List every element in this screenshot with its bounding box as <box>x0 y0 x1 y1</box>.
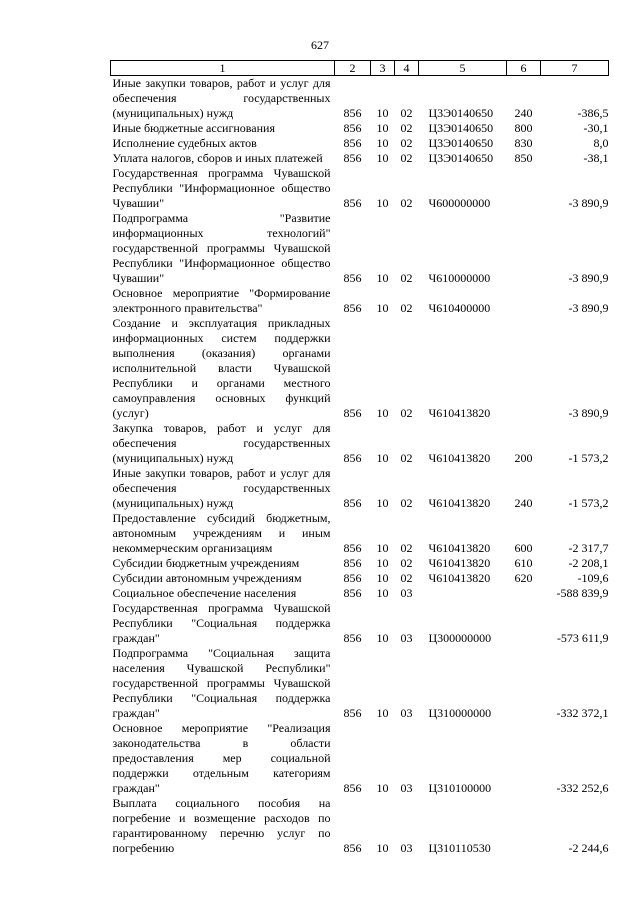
amount: -3 890,9 <box>568 301 609 315</box>
section-code: 10 <box>376 196 389 210</box>
ministry-code: 856 <box>343 541 362 555</box>
subsection-code: 02 <box>400 541 413 555</box>
expense-type-code <box>507 601 541 646</box>
subsection-code: 03 <box>400 781 413 795</box>
ministry-code: 856 <box>343 631 362 645</box>
amount: -109,6 <box>577 571 609 585</box>
expense-type-code <box>507 646 541 721</box>
target-article-code: Ц3Э0140650 <box>428 136 494 150</box>
expense-type-code <box>507 796 541 856</box>
table-row <box>111 511 609 556</box>
expense-type-code: 620 <box>514 571 533 585</box>
amount: -2 244,6 <box>568 841 609 855</box>
section-code: 10 <box>376 406 389 420</box>
amount: -38,1 <box>583 151 609 165</box>
amount: -30,1 <box>583 121 609 135</box>
amount: -3 890,9 <box>568 406 609 420</box>
row-name: Подпрограмма "Социальная защита населения Чувашской Республики" государственной программы Чувашской Республики "Социальная поддержка граждан" <box>112 646 331 720</box>
row-name: Иные закупки товаров, работ и услуг для обеспечения государственных (муниципальных) нужд <box>112 466 331 510</box>
ministry-code: 856 <box>343 271 362 285</box>
amount: 8,0 <box>593 136 609 150</box>
table-row <box>111 136 609 151</box>
target-article-code: Ч610413820 <box>428 571 491 585</box>
row-name: Исполнение судебных актов <box>112 136 257 150</box>
table-row <box>111 466 609 511</box>
expense-type-code <box>507 316 541 421</box>
ministry-code: 856 <box>343 301 362 315</box>
subsection-code: 02 <box>400 301 413 315</box>
ministry-code: 856 <box>343 706 362 720</box>
target-article-code: Ц3Э0140650 <box>428 121 494 135</box>
amount: -2 208,1 <box>568 556 609 570</box>
table-row <box>111 286 609 316</box>
subsection-code: 02 <box>400 406 413 420</box>
amount: -332 252,6 <box>556 781 609 795</box>
target-article-code: Ч610413820 <box>428 556 491 570</box>
ministry-code: 856 <box>343 106 362 120</box>
expense-type-code: 600 <box>514 541 533 555</box>
column-header: 5 <box>419 61 507 76</box>
expense-type-code <box>507 166 541 211</box>
ministry-code: 856 <box>343 586 362 600</box>
row-name: Выплата социального пособия на погребение и возмещение расходов по гарантированному перечню услуг по погребению <box>112 796 331 855</box>
target-article-code: Ч610000000 <box>428 271 491 285</box>
row-name: Основное мероприятие "Реализация законодательства в области предоставления мер социальной поддержки отдельным категориям граждан" <box>112 721 331 795</box>
expense-type-code: 240 <box>514 106 533 120</box>
target-article-code: Ц310000000 <box>428 706 492 720</box>
section-code: 10 <box>376 841 389 855</box>
table-row <box>111 316 609 421</box>
row-name: Государственная программа Чувашской Республики "Социальная поддержка граждан" <box>112 601 331 645</box>
subsection-code: 02 <box>400 571 413 585</box>
table-row <box>111 571 609 586</box>
column-number-row <box>111 61 609 76</box>
ministry-code: 856 <box>343 151 362 165</box>
expense-type-code <box>507 721 541 796</box>
target-article-code: Ц3Э0140650 <box>428 151 494 165</box>
column-header: 3 <box>371 61 395 76</box>
row-name: Субсидии автономным учреждениям <box>112 571 302 585</box>
section-code: 10 <box>376 451 389 465</box>
target-article-code: Ч610413820 <box>428 406 491 420</box>
ministry-code: 856 <box>343 136 362 150</box>
target-article-code: Ч610413820 <box>428 451 491 465</box>
section-code: 10 <box>376 541 389 555</box>
amount: -2 317,7 <box>568 541 609 555</box>
section-code: 10 <box>376 301 389 315</box>
ministry-code: 856 <box>343 121 362 135</box>
section-code: 10 <box>376 631 389 645</box>
subsection-code: 02 <box>400 106 413 120</box>
table-row <box>111 796 609 856</box>
expense-type-code <box>507 286 541 316</box>
ministry-code: 856 <box>343 781 362 795</box>
row-name: Создание и эксплуатация прикладных информационных систем поддержки выполнения (оказания) органами исполнительной власти Чувашской Республики и органами местного самоуправления основных функций (услуг) <box>112 316 331 420</box>
subsection-code: 02 <box>400 496 413 510</box>
column-header: 6 <box>507 61 541 76</box>
column-header: 1 <box>111 61 335 76</box>
expense-type-code: 800 <box>514 121 533 135</box>
table-row <box>111 76 609 122</box>
ministry-code: 856 <box>343 571 362 585</box>
subsection-code: 03 <box>400 631 413 645</box>
amount: -1 573,2 <box>568 451 609 465</box>
amount: -332 372,1 <box>556 706 609 720</box>
amount: -3 890,9 <box>568 196 609 210</box>
target-article-code: Ч610400000 <box>428 301 491 315</box>
table-row <box>111 151 609 166</box>
section-code: 10 <box>376 586 389 600</box>
expense-type-code: 240 <box>514 496 533 510</box>
subsection-code: 03 <box>400 586 413 600</box>
table-row <box>111 586 609 601</box>
table-row <box>111 166 609 211</box>
ministry-code: 856 <box>343 196 362 210</box>
section-code: 10 <box>376 271 389 285</box>
amount: -3 890,9 <box>568 271 609 285</box>
table-row <box>111 646 609 721</box>
expense-type-code <box>507 586 541 601</box>
target-article-code: Ц310100000 <box>428 781 492 795</box>
amount: -573 611,9 <box>556 631 609 645</box>
expense-type-code: 610 <box>514 556 533 570</box>
expense-type-code <box>507 211 541 286</box>
amount: -1 573,2 <box>568 496 609 510</box>
expense-type-code: 200 <box>514 451 533 465</box>
row-name: Подпрограмма "Развитие информационных технологий" государственной программы Чувашской Республики "Информационное общество Чувашии" <box>112 211 331 285</box>
column-header: 7 <box>541 61 609 76</box>
row-name: Закупка товаров, работ и услуг для обеспечения государственных (муниципальных) нужд <box>112 421 331 465</box>
section-code: 10 <box>376 136 389 150</box>
subsection-code: 02 <box>400 451 413 465</box>
row-name: Иные закупки товаров, работ и услуг для обеспечения государственных (муниципальных) нужд <box>112 76 331 120</box>
section-code: 10 <box>376 706 389 720</box>
subsection-code: 02 <box>400 121 413 135</box>
row-name: Предоставление субсидий бюджетным, автономным учреждениям и иным некоммерческим организациям <box>112 511 331 555</box>
table-row <box>111 421 609 466</box>
table-row <box>111 721 609 796</box>
table-row <box>111 211 609 286</box>
column-header: 2 <box>335 61 371 76</box>
section-code: 10 <box>376 556 389 570</box>
target-article-code: Ц300000000 <box>428 631 492 645</box>
column-header: 4 <box>395 61 419 76</box>
subsection-code: 02 <box>400 196 413 210</box>
section-code: 10 <box>376 121 389 135</box>
expense-type-code: 850 <box>514 151 533 165</box>
ministry-code: 856 <box>343 496 362 510</box>
expense-type-code: 830 <box>514 136 533 150</box>
ministry-code: 856 <box>343 841 362 855</box>
target-article-code: Ч610413820 <box>428 496 491 510</box>
target-article-code: Ц3Э0140650 <box>428 106 494 120</box>
row-name: Иные бюджетные ассигнования <box>112 121 275 135</box>
amount: -386,5 <box>577 106 609 120</box>
subsection-code: 03 <box>400 841 413 855</box>
budget-table <box>110 60 609 856</box>
subsection-code: 02 <box>400 151 413 165</box>
row-name: Субсидии бюджетным учреждениям <box>112 556 300 570</box>
section-code: 10 <box>376 496 389 510</box>
subsection-code: 02 <box>400 271 413 285</box>
subsection-code: 03 <box>400 706 413 720</box>
table-row <box>111 556 609 571</box>
ministry-code: 856 <box>343 406 362 420</box>
table-row <box>111 601 609 646</box>
target-article-code: Ч600000000 <box>428 196 491 210</box>
row-name: Уплата налогов, сборов и иных платежей <box>112 151 323 165</box>
section-code: 10 <box>376 106 389 120</box>
section-code: 10 <box>376 571 389 585</box>
section-code: 10 <box>376 151 389 165</box>
subsection-code: 02 <box>400 556 413 570</box>
ministry-code: 856 <box>343 556 362 570</box>
row-name: Государственная программа Чувашской Республики "Информационное общество Чувашии" <box>112 166 331 210</box>
section-code: 10 <box>376 781 389 795</box>
subsection-code: 02 <box>400 136 413 150</box>
target-article-code <box>419 586 507 601</box>
page-number: 627 <box>311 38 329 52</box>
ministry-code: 856 <box>343 451 362 465</box>
amount: -588 839,9 <box>556 586 609 600</box>
row-name: Основное мероприятие "Формирование электронного правительства" <box>112 286 331 315</box>
row-name: Социальное обеспечение населения <box>112 586 297 600</box>
target-article-code: Ц310110530 <box>428 841 491 855</box>
table-row <box>111 121 609 136</box>
target-article-code: Ч610413820 <box>428 541 491 555</box>
